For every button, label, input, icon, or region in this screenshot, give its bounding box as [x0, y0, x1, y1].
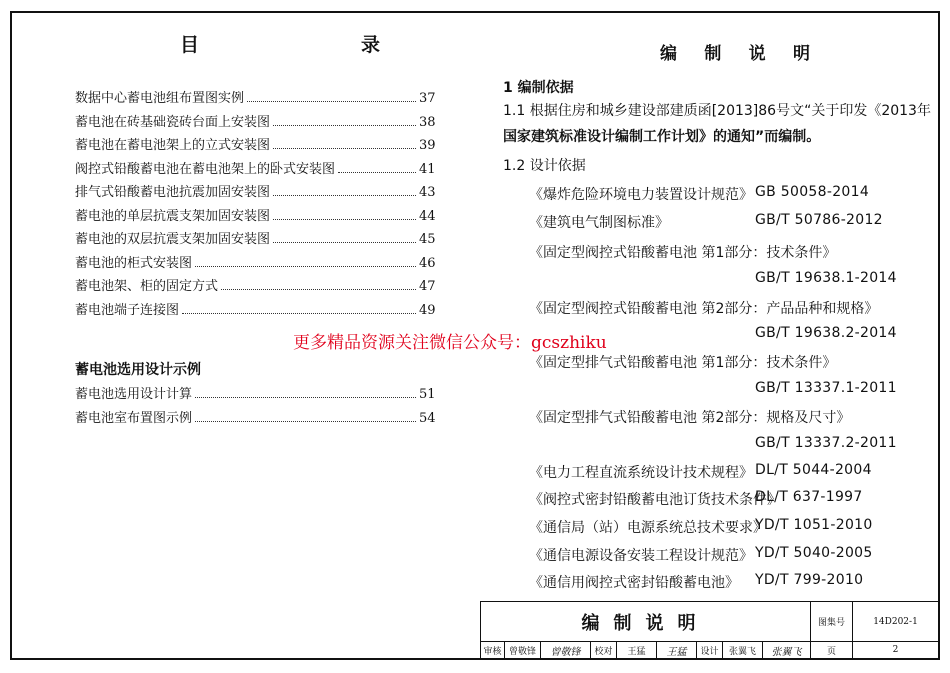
toc-entry [75, 205, 435, 229]
toc-leader [273, 219, 416, 220]
toc-entry [75, 252, 435, 276]
toc-title [180, 30, 380, 56]
toc-entry [75, 383, 435, 407]
toc-entry [75, 158, 435, 182]
standard-name: 《固定型阀控式铅酸蓄电池 第1部分：技术条件》 [529, 245, 837, 261]
toc-entry [75, 134, 435, 158]
toc-entry [75, 181, 435, 205]
desc-title [660, 39, 810, 63]
title-block-title-text: 编制说明 [581, 612, 710, 634]
toc-leader [273, 195, 416, 196]
page-number: 2 [853, 642, 939, 659]
toc-entry-label: 蓄电池在蓄电池架上的立式安装图 [75, 138, 271, 153]
toc-section-title: 蓄电池选用设计示例 [75, 362, 201, 378]
paragraph-1-1-line1: 1.1 根据住房和城乡建设部建质函[2013]86号文“关于印发《2013年 [503, 103, 931, 119]
standard-code: GB/T 13337.1-2011 [755, 380, 897, 396]
paragraph-1-1-line2: 国家建筑标准设计编制工作计划》的通知”而编制。 [503, 129, 821, 145]
desc-title-char: 制 [704, 44, 722, 64]
desc-title-char: 说 [748, 44, 766, 64]
toc-leader [273, 242, 416, 243]
toc-entry [75, 407, 435, 431]
toc-leader [247, 101, 416, 102]
toc-entry-page: 37 [419, 91, 436, 106]
toc-entry-page: 39 [419, 138, 436, 153]
standard-name: 《固定型排气式铅酸蓄电池 第1部分：技术条件》 [529, 355, 837, 371]
toc-entry-label: 阀控式铅酸蓄电池在蓄电池架上的卧式安装图 [75, 161, 336, 177]
standard-code: YD/T 5040-2005 [755, 545, 873, 561]
toc-list [75, 87, 435, 322]
standard-code: YD/T 1051-2010 [755, 517, 873, 533]
desc-title-char: 明 [792, 44, 810, 64]
section-heading: 1 编制依据 [503, 80, 574, 96]
atlas-label: 图集号 [811, 602, 853, 642]
toc-entry-label: 蓄电池的双层抗震支架加固安装图 [75, 232, 271, 247]
toc-entry-page: 45 [419, 232, 436, 247]
toc-entry-page: 51 [419, 387, 436, 402]
toc-entry-page: 44 [419, 208, 436, 224]
toc-entry [75, 111, 435, 135]
standard-name: 《固定型排气式铅酸蓄电池 第2部分：规格及尺寸》 [529, 410, 851, 426]
toc-entry-label: 蓄电池端子连接图 [75, 302, 180, 318]
toc-leader [338, 172, 416, 173]
toc-entry-page: 38 [419, 114, 436, 130]
standard-name: 《通信局（站）电源系统总技术要求》 [529, 520, 767, 536]
review-label: 审核 [481, 642, 505, 659]
standard-code: YD/T 799-2010 [755, 572, 864, 588]
checker-signature: 王猛 [657, 642, 697, 659]
toc-entry [75, 228, 435, 252]
standard-name: 《通信用阀控式密封铅酸蓄电池》 [529, 575, 739, 591]
toc-title-char-1: 目 [180, 34, 200, 56]
standard-code: DL/T 5044-2004 [755, 462, 872, 478]
toc-entry-label: 蓄电池选用设计计算 [75, 387, 193, 402]
toc-leader [182, 313, 416, 314]
toc-entry-page: 46 [419, 255, 436, 271]
toc-leader [273, 125, 416, 126]
checker-name: 王猛 [617, 642, 657, 659]
toc-list-section2 [75, 383, 435, 430]
atlas-number: 14D202-1 [853, 602, 939, 642]
designer-signature: 张翼飞 [763, 642, 811, 659]
toc-leader [195, 266, 416, 267]
desc-title-char: 编 [660, 44, 677, 64]
toc-leader [273, 148, 416, 149]
toc-entry-page: 47 [419, 279, 436, 294]
toc-leader [195, 421, 416, 422]
design-label: 设计 [697, 642, 723, 659]
title-block [480, 601, 938, 658]
toc-entry-label: 排气式铅酸蓄电池抗震加固安装图 [75, 185, 271, 200]
toc-entry-label: 蓄电池的单层抗震支架加固安装图 [75, 208, 271, 224]
reviewer-name: 曾敬锋 [505, 642, 541, 659]
standard-code: GB/T 13337.2-2011 [755, 435, 897, 451]
watermark-text: 更多精品资源关注微信公众号：gcszhiku [293, 333, 607, 353]
toc-entry-label: 蓄电池架、柜的固定方式 [75, 279, 219, 294]
toc-leader [195, 397, 416, 398]
reviewer-signature: 曾敬锋 [541, 642, 591, 659]
toc-title-char-2: 录 [360, 34, 380, 56]
standard-code: DL/T 637-1997 [755, 489, 863, 505]
subsection-heading: 1.2 设计依据 [503, 158, 586, 174]
toc-entry-page: 49 [419, 302, 436, 318]
standard-name: 《阀控式密封铅酸蓄电池订货技术条件》 [529, 492, 781, 508]
toc-entry-page: 41 [419, 161, 436, 177]
standard-code: GB/T 19638.1-2014 [755, 270, 897, 286]
title-block-title [481, 602, 811, 642]
toc-entry-label: 数据中心蓄电池组布置图实例 [75, 91, 245, 106]
toc-entry [75, 275, 435, 299]
standard-name: 《通信电源设备安装工程设计规范》 [529, 548, 753, 564]
toc-entry [75, 87, 435, 111]
standard-code: GB/T 50786-2012 [755, 212, 883, 228]
toc-entry [75, 299, 435, 323]
standard-name: 《电力工程直流系统设计技术规程》 [529, 465, 753, 481]
designer-name: 张翼飞 [723, 642, 763, 659]
toc-entry-label: 蓄电池室布置图示例 [75, 410, 193, 426]
toc-entry-label: 蓄电池的柜式安装图 [75, 255, 193, 271]
standard-name: 《固定型阀控式铅酸蓄电池 第2部分：产品品种和规格》 [529, 301, 879, 317]
toc-entry-page: 43 [419, 185, 436, 200]
toc-entry-label: 蓄电池在砖基础瓷砖台面上安装图 [75, 114, 271, 130]
page-label: 页 [811, 642, 853, 659]
standard-name: 《爆炸危险环境电力装置设计规范》 [529, 187, 753, 203]
toc-entry-page: 54 [419, 410, 436, 426]
toc-leader [221, 289, 416, 290]
standard-code: GB/T 19638.2-2014 [755, 325, 897, 341]
standard-code: GB 50058-2014 [755, 184, 870, 200]
standard-name: 《建筑电气制图标准》 [529, 215, 669, 231]
check-label: 校对 [591, 642, 617, 659]
